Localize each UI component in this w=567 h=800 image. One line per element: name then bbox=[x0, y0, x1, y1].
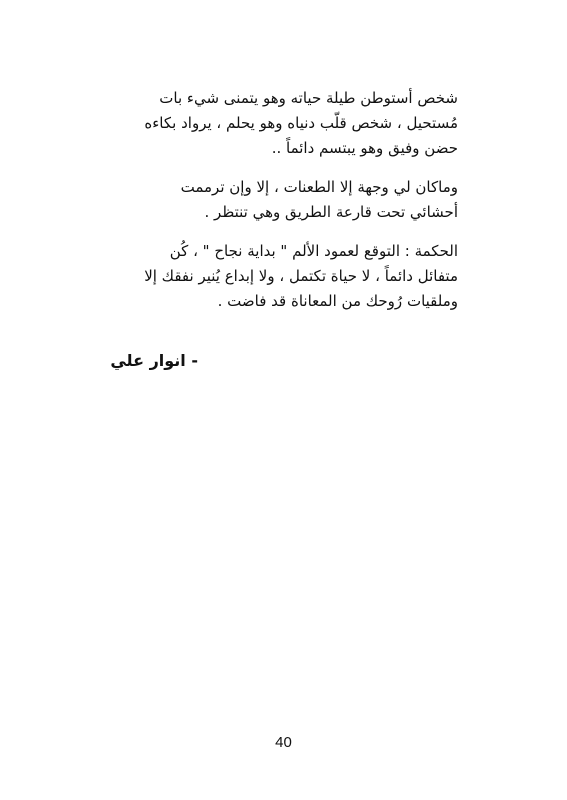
text-line: وماكان لي وجهة إلا الطعنات ، إلا وإن ترممت bbox=[180, 178, 458, 196]
text-line: أحشائي تحت قارعة الطريق وهي تنتظر . bbox=[204, 203, 458, 221]
text-line: الحكمة : التوقع لعمود الألم " بداية نجاح " ، كُن bbox=[169, 242, 458, 260]
text-line: متفائل دائماً ، لا حياة تكتمل ، ولا إبداع يُنير نفقك إلا bbox=[144, 267, 458, 285]
paragraph-2 bbox=[118, 175, 458, 225]
paragraph-1 bbox=[118, 86, 458, 161]
text-line: وملقيات رُوحك من المعاناة قد فاضت . bbox=[217, 292, 458, 310]
text-line: حضن وفيق وهو يبتسم دائماً .. bbox=[271, 139, 458, 157]
page-number: 40 bbox=[275, 734, 292, 751]
text-line: شخص أستوطن طيلة حياته وهو يتمنى شيء بات bbox=[159, 89, 458, 107]
body-text bbox=[118, 86, 458, 328]
text-line: مُستحيل ، شخص قلّب دنياه وهو يحلم ، يرواد بكاءه bbox=[144, 114, 458, 132]
author-signature: - انوار علي bbox=[110, 351, 198, 370]
paragraph-3 bbox=[118, 239, 458, 314]
